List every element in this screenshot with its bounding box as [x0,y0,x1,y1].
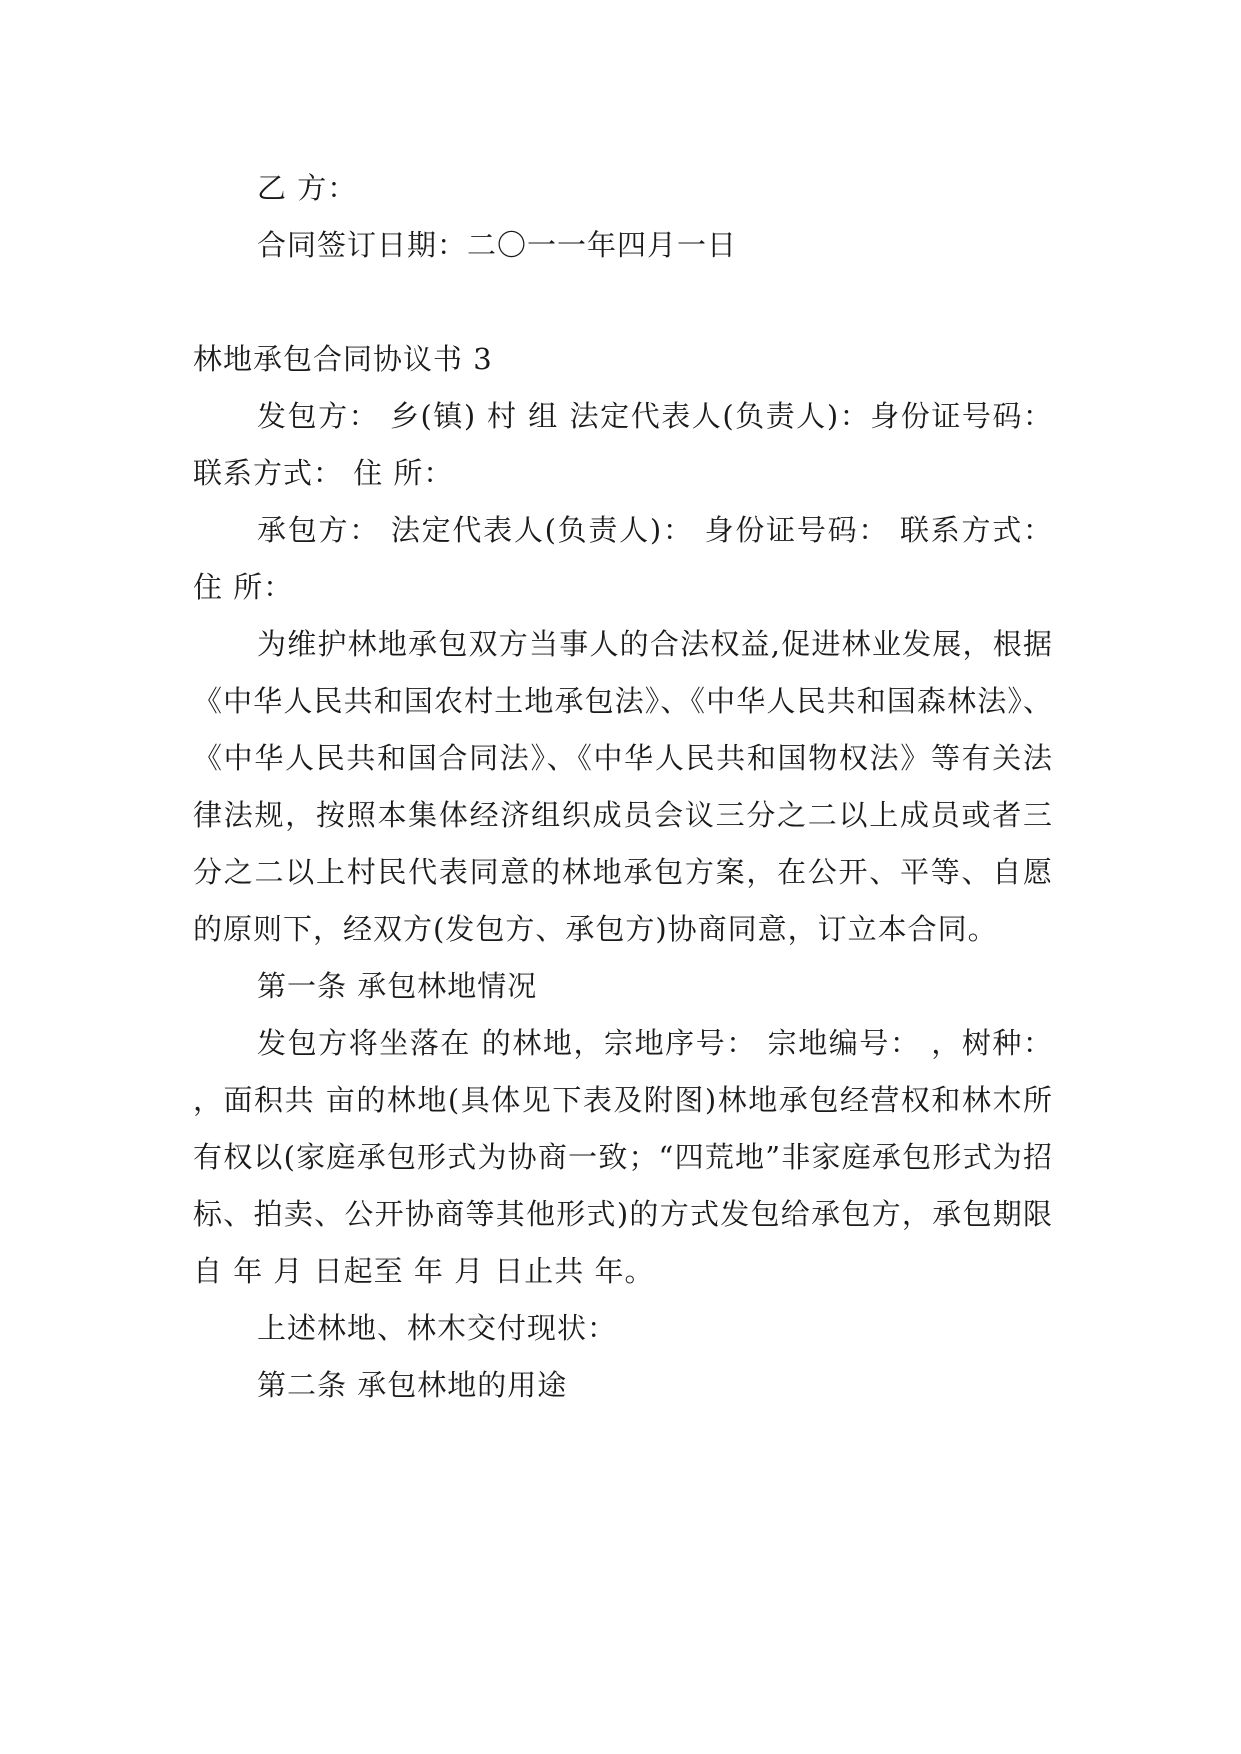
delivery-status-line: 上述林地、林木交付现状： [257,1311,618,1345]
party-b-line: 乙 方： [257,171,358,205]
contractor-receiver-paragraph: 承包方： 法定代表人(负责人)： 身份证号码： 联系方式： 住 所： [193,513,1053,604]
article-1-body: 发包方将坐落在 的林地，宗地序号： 宗地编号： ，树种： ，面积共 亩的林地(具体见下表及附图)林地承包经营权和林木所有权以(家庭承包形式为协商一致；“四荒地”非家庭承包形式为招标、拍卖、公开协商等其他形式)的方式发包给承包方，承包期限自 年 月 日起至 年 月 日止共 年。 [193,1026,1053,1288]
document-body [193,160,1053,1414]
article-2-heading: 第二条 承包林地的用途 [257,1368,568,1402]
contractor-issuer-paragraph: 发包方： 乡(镇) 村 组 法定代表人(负责人)：身份证号码： 联系方式： 住 所： [193,399,1053,490]
signing-date-line: 合同签订日期：二〇一一年四月一日 [257,228,738,262]
preamble-paragraph: 为维护林地承包双方当事人的合法权益,促进林业发展，根据《中华人民共和国农村土地承包法》、《中华人民共和国森林法》、《中华人民共和国合同法》、《中华人民共和国物权法》等有关法律法规，按照本集体经济组织成员会议三分之二以上成员或者三分之二以上村民代表同意的林地承包方案，在公开、平等、自愿的原则下，经双方(发包方、承包方)协商同意，订立本合同。 [193,627,1053,946]
document-title: 林地承包合同协议书 3 [193,342,493,376]
article-1-heading: 第一条 承包林地情况 [257,969,538,1003]
